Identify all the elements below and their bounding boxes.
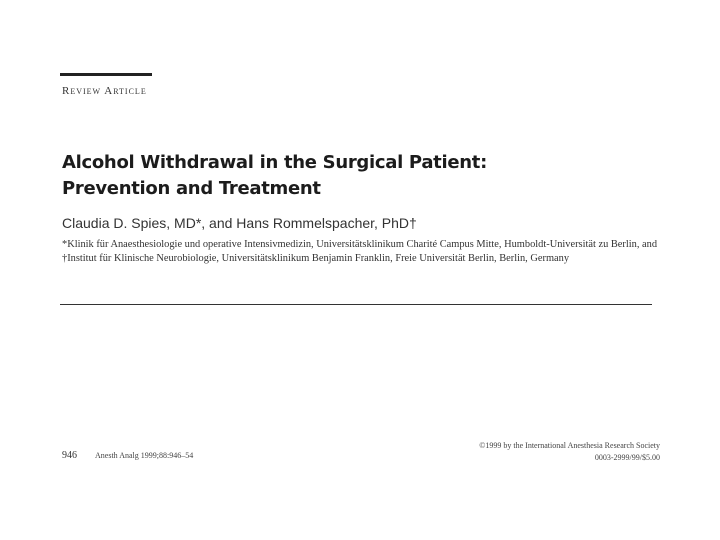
section-divider: [60, 304, 652, 305]
article-title: [62, 150, 662, 202]
title-line-1: Alcohol Withdrawal in the Surgical Patient:: [62, 152, 487, 173]
affiliation-text: *Klinik für Anaesthesiologie und operative Intensivmedizin, Universitätsklinikum Charité Campus Mitte, Humboldt-Universität zu Berlin, and †Institut für Klinische Neurobiologie, Universitätsklinikum Benjamin Franklin, Freie Universität Berlin, Berlin, Germany: [62, 239, 658, 264]
header-rule: [60, 73, 152, 76]
section-label: Review Article: [62, 85, 147, 97]
issn-price-line: 0003-2999/99/$5.00: [594, 453, 660, 462]
title-line-2: Prevention and Treatment: [62, 178, 321, 199]
author-list: Claudia D. Spies, MD*, and Hans Rommelspacher, PhD†: [62, 215, 417, 231]
copyright-line: ©1999 by the International Anesthesia Research Society: [479, 441, 660, 450]
journal-reference: Anesth Analg 1999;88:946–54: [95, 451, 194, 460]
page-number: 946: [62, 450, 77, 461]
copyright-block: [479, 440, 660, 464]
